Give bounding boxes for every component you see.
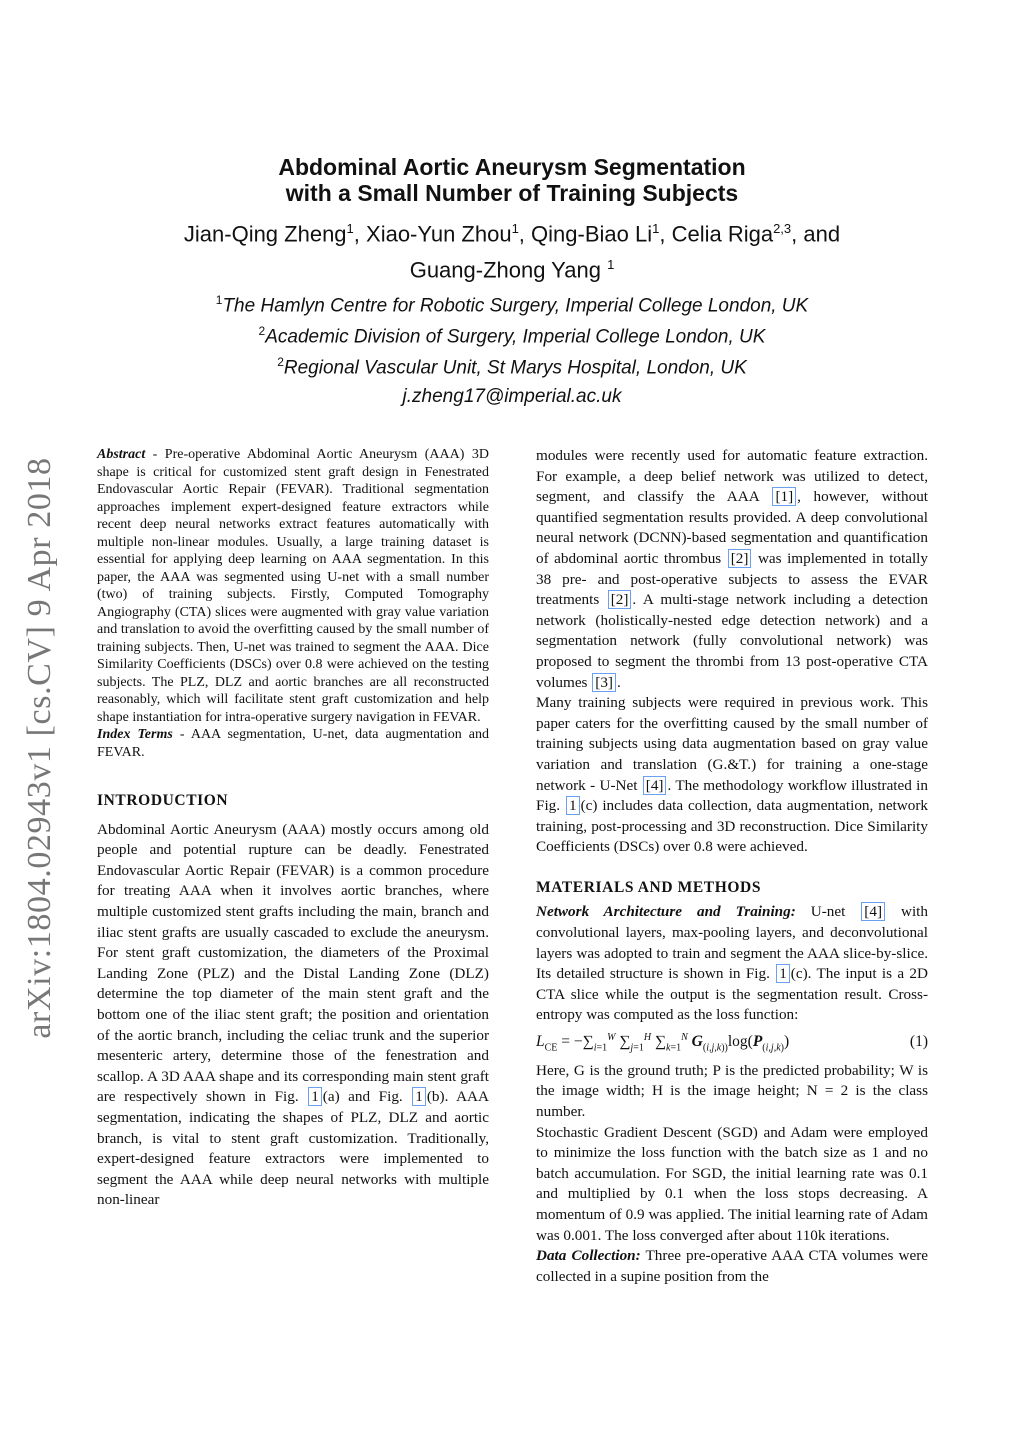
abstract [97, 446, 489, 726]
figure-ref[interactable]: 1 [566, 796, 580, 815]
index-terms-label: Index Terms [97, 727, 173, 742]
affiliation-2: $^2$Academic Division of Surgery, Imperial College London, UK [258, 324, 766, 348]
intro-paragraph: Abdominal Aortic Aneurysm (AAA) mostly occurs among old people and potential rupture can be deadly. Fenestrated Endovascular Aortic Repair (FEVAR) is a common procedure for treating AAA when it involves aortic branches, where multiple customized stent grafts including the main, branch and iliac stent grafts are usually cascaded to exclude the aneurysm. For stent graft customization, the diameters of the Proximal Landing Zone (PLZ) and the Distal Landing Zone (DLZ) determine the top diameter of the main stent graft and the bottom one of the iliac stent graft; the position and orientation of the aortic branch, including the celiac trunk and the superior mesenteric artery, determine those of the fenestration and scallop. A 3D AAA shape and its corresponding main stent graft are respectively shown in Fig. 1 (a) and Fig. 1 (b). AAA segmentation, indicating the shapes of PLZ, DLZ and aortic branch, is vital to stent graft customization. Traditionally, expert-designed feature extractors were implemented to segment the AAA while deep neural networks with multiple non-linear [97, 820, 489, 1209]
citation-link[interactable]: [3] [592, 673, 616, 692]
author-name: Jian-Qing Zheng [183, 221, 347, 247]
network-label: Network Architecture and Training: [536, 903, 796, 921]
arxiv-identifier: arXiv:1804.02943v1 [cs.CV] 9 Apr 2018 [21, 457, 58, 1039]
citation-link[interactable]: [2] [608, 590, 632, 609]
optimizer-paragraph: Stochastic Gradient Descent (SGD) and Adam were employed to minimize the loss function with the batch size as 1 and no batch accumulation. For SGD, the initial learning rate was 0.1 and multiplied by 0.1 when the loss stops decreasing. A momentum of 0.9 was applied. The initial learning rate of Adam was 0.001. The loss converged after about 110k iterations. [536, 1123, 928, 1244]
methods-heading: MATERIALS AND METHODS [536, 878, 762, 896]
affiliation-1: $^1$The Hamlyn Centre for Robotic Surgery, Imperial College London, UK [215, 293, 809, 317]
equation-number: (1) [909, 1033, 928, 1051]
loss-formula: $L_{CE} = -\sum_{i=1}^W$ $\sum_{j=1}^H$ $\sum_{k=1}^N$ $G_{(i,j,k))}\log(P_{(i,j,k)})$ [536, 1032, 790, 1054]
figure-ref[interactable]: 1 [776, 964, 790, 983]
citation-link[interactable]: [1] [772, 487, 796, 506]
figure-ref[interactable]: 1 [412, 1087, 426, 1106]
right-column [536, 446, 928, 1287]
figure-ref[interactable]: 1 [308, 1087, 322, 1106]
abstract-label: Abstract [97, 447, 146, 462]
abstract-text: - Pre-operative Abdominal Aortic Aneurysm (AAA) 3D shape is critical for customized stent graft design in Fenestrated Endovascular Aortic Repair (FEVAR). Traditional segmentation approaches implement expert-designed feature extractors while recent deep neural networks extract features automatically with multiple non-linear modules. Usually, a large training dataset is essential for applying deep learning on AAA segmentation. In this paper, the AAA was segmented using U-net with a small number (two) of training subjects. Firstly, Computed Tomography Angiography (CTA) slices were augmented with gray value variation and translation to avoid the overfitting caused by the small number of training subjects. Then, U-net was trained to segment the AAA. Dice Similarity Coefficients (DSCs) over 0.8 were achieved on the testing subjects. The PLZ, DLZ and aortic branches are all reconstructed reasonably, which will facilitate stent graft customization and help shape instantiation for intra-operative surgery navigation in FEVAR. [97, 447, 489, 725]
arxiv-stamp [10, 458, 70, 1038]
index-terms [97, 726, 489, 761]
citation-link[interactable]: [4] [861, 902, 885, 921]
data-collection-paragraph: Data Collection: Three pre-operative AAA CTA volumes were collected in a supine position from the [536, 1247, 929, 1285]
contribution-paragraph: Many training subjects were required in previous work. This paper caters for the overfitting caused by the small number of training subjects using data augmentation based on gray value variation and translation (G.&T.) for training a one-stage network - U-Net [4] . The methodology workflow illustrated in Fig. 1 (c) includes data collection, data augmentation, network training, post-processing and 3D reconstruction. Dice Similarity Coefficients (DSCs) over 0.8 were achieved. [536, 694, 928, 856]
author-email: j.zheng17@imperial.ac.uk [402, 386, 622, 407]
affiliation-3: $^2$Regional Vascular Unit, St Marys Hospital, London, UK [277, 355, 747, 379]
paper-title-line-2: with a Small Number of Training Subjects [285, 180, 739, 206]
left-column [97, 446, 489, 1211]
author-name: Qing-Biao Li [531, 221, 653, 247]
intro-heading: INTRODUCTION [97, 792, 229, 809]
author-name: Celia Riga [671, 221, 774, 247]
citation-link[interactable]: [4] [643, 776, 667, 795]
author-list-line-2: Guang-Zhong Yang $^1$ [409, 257, 615, 283]
author-name: Guang-Zhong Yang [409, 257, 601, 283]
equation-explanation: Here, G is the ground truth; P is the predicted probability; W is the image width; H is the image height; N = 2 is the class number. [536, 1061, 928, 1121]
related-work-paragraph: modules were recently used for automatic feature extraction. For example, a deep belief network was utilized to detect, segment, and classify the AAA [1] , however, without quantified segmentation results provided. A deep convolutional neural network (DCNN)-based segmentation and quantification of abdominal aortic thrombus [2] was implemented in totally 38 pre- and post-operative subjects to assess the EVAR treatments [2] . A multi-stage network including a detection network (holistically-nested edge detection network) and a segmentation network (fully convolutional network) was proposed to segment the thrombi from 13 post-operative CTA volumes [3] . [536, 447, 929, 691]
loss-equation [536, 1028, 928, 1059]
paper-title-line-1: Abdominal Aortic Aneurysm Segmentation [278, 154, 746, 180]
index-terms-text: - AAA segmentation, U-net, data augmentation and FEVAR. [97, 727, 489, 760]
network-paragraph: Network Architecture and Training: U-net [4] with convolutional layers, max-pooling layers, and deconvolutional layers was adopted to train and segment the AAA slice-by-slice. Its detailed structure is shown in Fig. 1 (c). The input is a 2D CTA slice while the output is the segmentation result. Cross-entropy was computed as the loss function: [536, 903, 928, 1024]
author-name: Xiao-Yun Zhou [366, 221, 512, 247]
data-collection-label: Data Collection: [536, 1247, 641, 1265]
author-list-line-1: Jian-Qing Zheng$^1$, Xiao-Yun Zhou$^1$, Qing-Biao Li$^1$, Celia Riga$^{2,3}$, and [183, 221, 841, 247]
citation-link[interactable]: [2] [728, 549, 752, 568]
